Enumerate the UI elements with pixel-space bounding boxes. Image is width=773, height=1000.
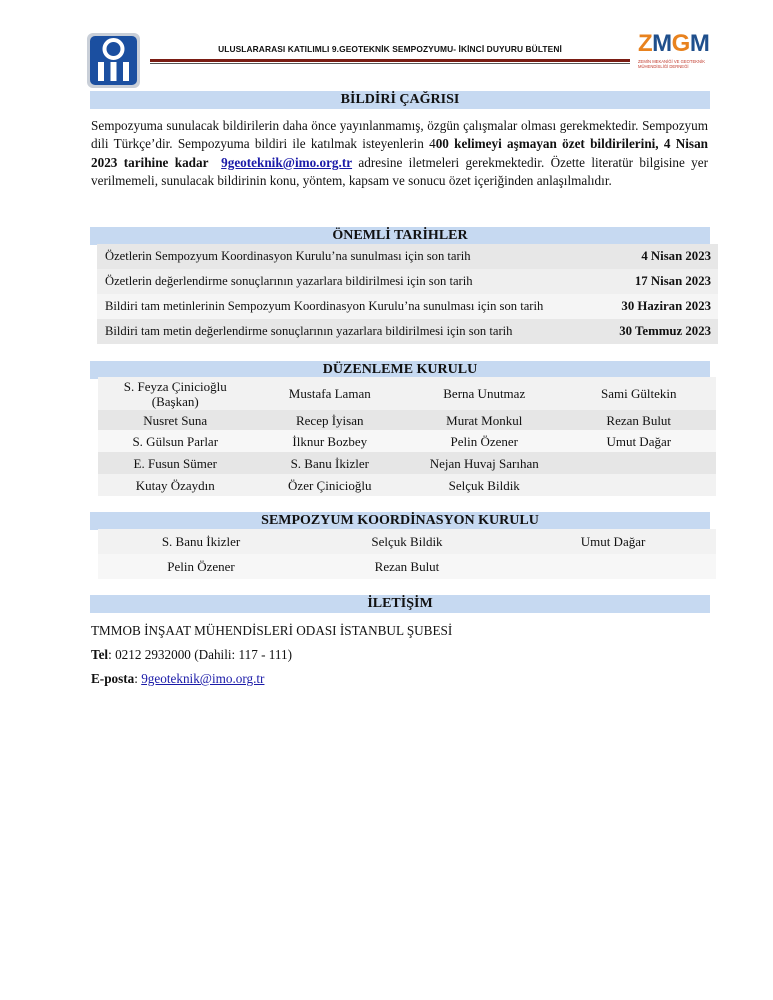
header-rule [150,59,630,62]
date-value: 30 Haziran 2023 [621,299,711,313]
committee-member: E. Fusun Sümer [133,455,217,471]
committee-member: Özer Çinicioğlu [288,477,372,493]
date-value: 17 Nisan 2023 [634,274,711,288]
committee-member: Kutay Özaydın [135,477,215,493]
date-row [97,244,718,269]
email-separator: : [134,671,142,686]
committee-member: Pelin Özener [167,558,235,574]
committee-member: Rezan Bulut [374,558,440,574]
organizing-committee-table [98,377,716,496]
date-row [97,294,718,319]
phone-value: : 0212 2932000 (Dahili: 117 - 111) [108,647,292,662]
imo-logo-icon [87,33,140,88]
committee-member: S. Banu İkizler [290,455,369,471]
committee-member: Selçuk Bildik [371,533,443,549]
logo-letter: Z [638,30,653,57]
date-label: Özetlerin Sempozyum Koordinasyon Kurulu’na sunulması için son tarih [105,249,471,263]
committee-member: Umut Dağar [580,533,646,549]
section-heading-coordination: SEMPOZYUM KOORDİNASYON KURULU [90,512,710,530]
coordination-row [98,529,716,554]
committee-row [98,474,716,496]
call-text-2: adresine iletmeleri gerekmektedir. Özette literatür bilgisine yer verilmemeli, sunulacak bildirinin konu, yöntem, kapsam ve sonucu özet içeriğinden anlaşılmalıdır. [91,154,708,189]
date-label: Özetlerin değerlendirme sonuçlarının yazarlara bildirilmesi için son tarih [105,274,473,288]
dates-table [97,244,718,344]
committee-member: S. Feyza Çinicioğlu (Başkan) [123,378,227,409]
committee-member: Nusret Suna [143,412,208,428]
contact-email-link[interactable]: 9geoteknik@imo.org.tr [141,671,265,686]
call-paragraph [91,117,708,191]
committee-row [98,452,716,474]
date-row [97,319,718,344]
committee-member: S. Banu İkizler [161,533,241,549]
call-email-link[interactable]: 9geoteknik@imo.org.tr [221,154,353,170]
section-heading-organizing: DÜZENLEME KURULU [90,361,710,379]
phone-label: Tel [91,647,109,662]
coordination-committee-table [98,529,716,579]
committee-member: Recep İyisan [295,412,364,428]
committee-member: Sami Gültekin [601,386,677,401]
coordination-row [98,554,716,579]
committee-member: Rezan Bulut [606,412,672,428]
section-heading-dates: ÖNEMLİ TARİHLER [90,227,710,245]
logo-subtitle: ZEMİN MEKANİĞİ VE GEOTEKNİK MÜHENDİSLİĞİ DERNEĞİ [638,59,706,69]
email-label: E-posta [91,671,135,686]
logo-letter: G [671,30,690,57]
date-label: Bildiri tam metinlerinin Sempozyum Koordinasyon Kurulu’na sunulması için son tarih [105,299,544,313]
logo-letter: M [652,30,672,57]
committee-member: Selçuk Bildik [448,477,520,493]
call-text-bold: 00 kelimeyi aşmayan özet bildirilerini, 4 Nisan 2023 tarihine kadar [91,136,708,170]
contact-organization: TMMOB İNŞAAT MÜHENDİSLERİ ODASI İSTANBUL ŞUBESİ [91,623,453,638]
bulletin-header-title: ULUSLARARASI KATILIMLI 9.GEOTEKNİK SEMPOZYUMU- İKİNCİ DUYURU BÜLTENİ [218,44,562,54]
date-row [97,269,718,294]
section-heading-contact: İLETİŞİM [90,595,710,613]
date-label: Bildiri tam metin değerlendirme sonuçlarının yazarlara bildirilmesi için son tarih [105,324,513,338]
committee-row [98,410,716,430]
committee-member: S. Gülsun Parlar [132,433,219,449]
contact-phone [91,647,292,663]
zmgm-logo [638,32,720,90]
committee-member: Berna Unutmaz [443,386,526,401]
committee-row [98,377,716,410]
committee-member: İlknur Bozbey [292,433,368,449]
call-text-1: Sempozyuma sunulacak bildirilerin daha önce yayınlanmamış, özgün çalışmalar olması gerekmektedir. Sempozyum dili Türkçe’dir. Sempozyuma bildiri ile katılmak isteyenlerin 4 [91,118,708,152]
header-rule-thin [150,63,630,64]
committee-member: Mustafa Laman [288,386,371,401]
committee-member: Murat Monkul [446,412,523,428]
committee-row [98,430,716,452]
committee-member: Umut Dağar [606,433,672,449]
logo-letter: M [689,30,710,57]
date-value: 4 Nisan 2023 [641,249,711,263]
section-heading-call: BİLDİRİ ÇAĞRISI [90,91,710,109]
committee-member: Pelin Özener [450,433,518,449]
committee-member: Nejan Huvaj Sarıhan [429,455,539,471]
contact-email [91,671,264,687]
date-value: 30 Temmuz 2023 [619,324,711,338]
